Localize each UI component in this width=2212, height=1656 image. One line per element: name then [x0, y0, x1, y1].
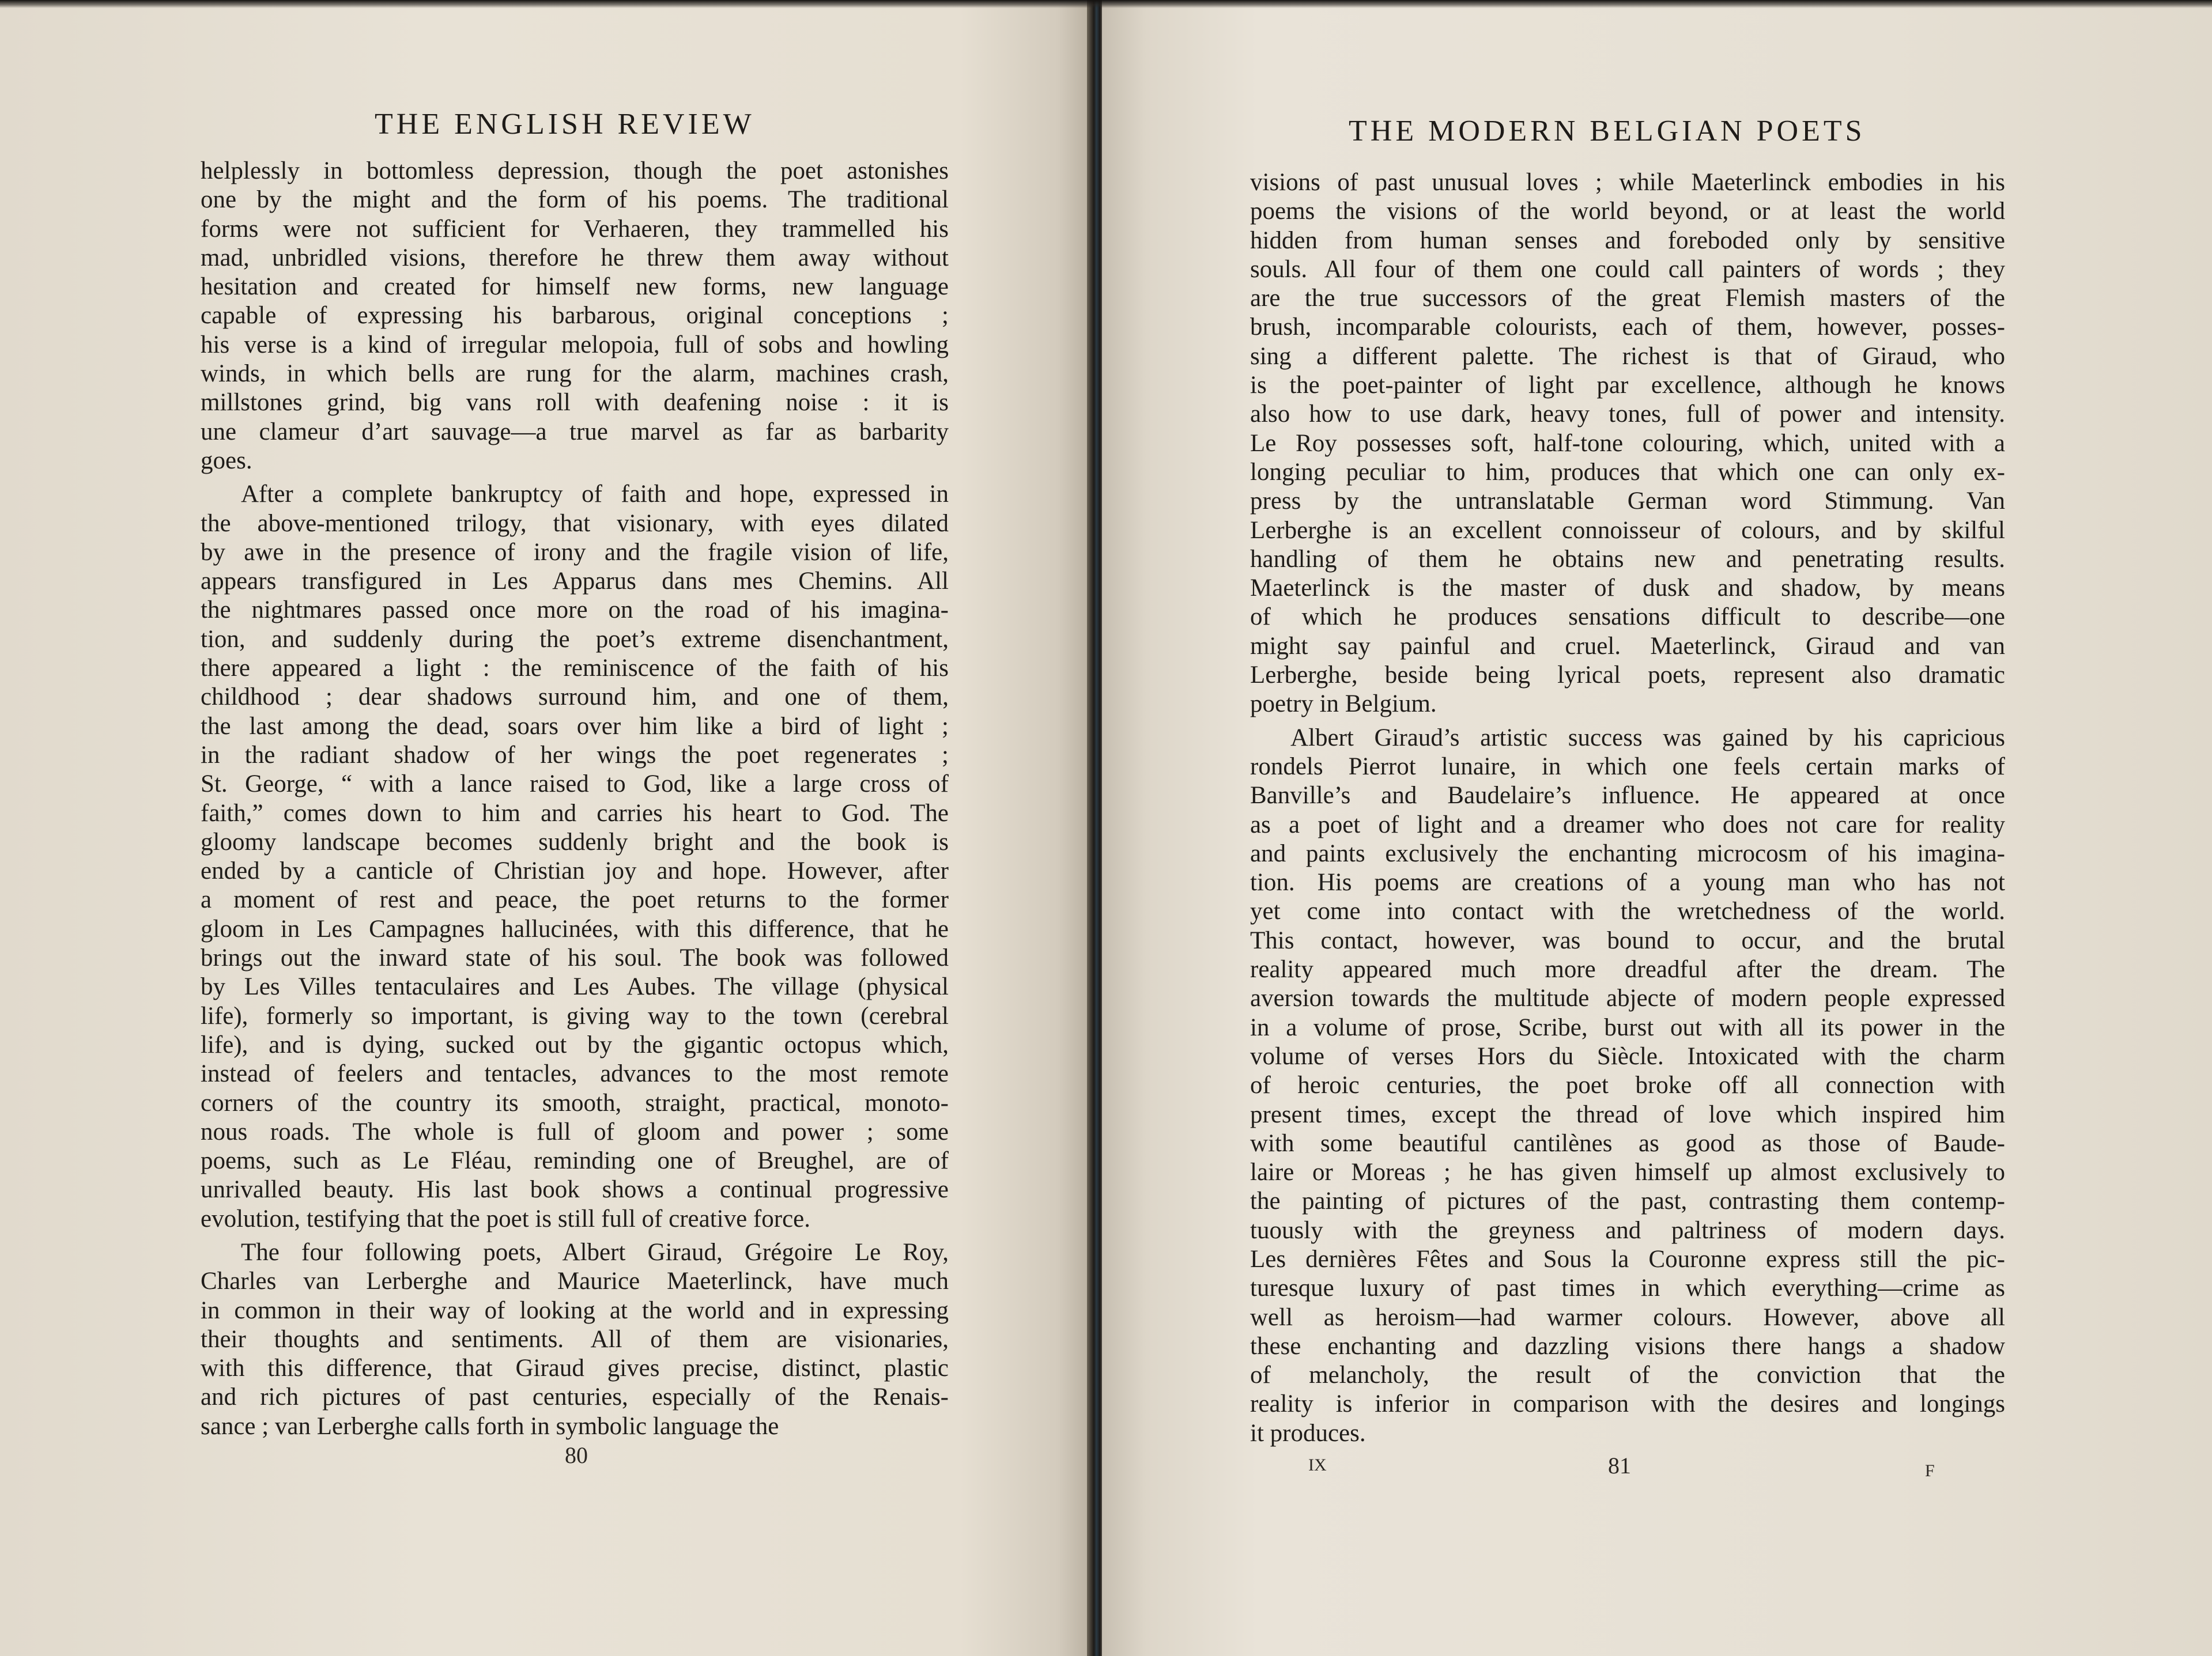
text-line: Les dernières Fêtes and Sous la Couronne express still the pic-: [1250, 1245, 2005, 1273]
text-line: poems, such as Le Fléau, reminding one of Breughel, are of: [201, 1147, 949, 1175]
text-line: mad, unbridled visions, therefore he threw them away without: [201, 244, 949, 271]
text-line: of heroic centuries, the poet broke off all connection with: [1250, 1072, 2005, 1099]
text-line: Maeterlinck is the master of dusk and shadow, by means: [1250, 574, 2005, 602]
running-head-left: THE ENGLISH REVIEW: [375, 108, 755, 141]
text-line: helplessly in bottomless depression, though the poet astonishes: [201, 157, 949, 184]
text-line: life), and is dying, sucked out by the gigantic octopus which,: [201, 1031, 949, 1058]
text-line: forms were not sufficient for Verhaeren, they trammelled his: [201, 215, 949, 243]
text-line: une clameur d’art sauvage—a true marvel as far as barbarity: [201, 418, 949, 445]
text-line: by awe in the presence of irony and the fragile vision of life,: [201, 538, 949, 566]
text-line: life), formerly so important, is giving way to the town (cerebral: [201, 1002, 949, 1030]
left-page: [0, 0, 1090, 1656]
text-line: also how to use dark, heavy tones, full of power and intensity.: [1250, 400, 2005, 428]
text-line: capable of expressing his barbarous, original conceptions ;: [201, 302, 949, 330]
text-line: rondels Pierrot lunaire, in which one feels certain marks of: [1250, 753, 2005, 780]
text-line: Lerberghe, beside being lyrical poets, represent also dramatic: [1250, 661, 2005, 689]
text-line: are the true successors of the great Flemish masters of the: [1250, 285, 2005, 312]
text-line: laire or Moreas ; he has given himself up almost exclusively to: [1250, 1159, 2005, 1186]
text-line: unrivalled beauty. His last book shows a continual progressive: [201, 1176, 949, 1204]
text-line: in a volume of prose, Scribe, burst out with all its power in the: [1250, 1014, 2005, 1041]
left-page-text: [201, 157, 949, 1441]
right-page: [1102, 0, 2212, 1656]
text-line: winds, in which bells are rung for the alarm, machines crash,: [201, 360, 949, 388]
text-line: poetry in Belgium.: [1250, 690, 1437, 718]
text-line: of which he produces sensations difficult to describe—one: [1250, 603, 2005, 631]
text-line: his verse is a kind of irregular melopoia, full of sobs and howling: [201, 331, 949, 358]
text-line: tion, and suddenly during the poet’s extreme disenchantment,: [201, 625, 949, 653]
text-line: gloomy landscape becomes suddenly bright and the book is: [201, 828, 949, 856]
text-line: aversion towards the multitude abjecte of modern people expressed: [1250, 985, 2005, 1012]
text-line: appears transfigured in Les Apparus dans mes Chemins. All: [201, 568, 949, 595]
text-line: souls. All four of them one could call painters of words ; they: [1250, 255, 2005, 283]
text-line: visions of past unusual loves ; while Maeterlinck embodies in his: [1250, 169, 2005, 196]
text-line: the above-mentioned trilogy, that visionary, with eyes dilated: [201, 509, 949, 537]
top-edge-shadow: [0, 0, 2212, 8]
text-line: After a complete bankruptcy of faith and hope, expressed in: [241, 481, 949, 508]
text-line: as a poet of light and a dreamer who does not care for reality: [1250, 811, 2005, 838]
text-line: sance ; van Lerberghe calls forth in symbolic language the: [201, 1412, 779, 1440]
text-line: the last among the dead, soars over him like a bird of light ;: [201, 712, 949, 740]
running-head-right: THE MODERN BELGIAN POETS: [1349, 115, 1866, 148]
text-line: well as heroism—had warmer colours. However, above all: [1250, 1303, 2005, 1331]
text-line: the painting of pictures of the past, contrasting them contemp-: [1250, 1188, 2005, 1215]
text-line: present times, except the thread of love which inspired him: [1250, 1101, 2005, 1128]
text-line: Le Roy possesses soft, half-tone colouring, which, united with a: [1250, 429, 2005, 457]
signature-mark-left: IX: [1308, 1455, 1327, 1474]
text-line: is the poet-painter of light par excellence, although he knows: [1250, 372, 2005, 399]
text-line: goes.: [201, 447, 252, 474]
text-line: hesitation and created for himself new forms, new language: [201, 273, 949, 301]
signature-mark-right: F: [1925, 1461, 1935, 1480]
text-line: these enchanting and dazzling visions there hangs a shadow: [1250, 1332, 2005, 1360]
text-line: there appeared a light : the reminiscence of the faith of his: [201, 655, 949, 682]
text-line: Albert Giraud’s artistic success was gained by his capricious: [1290, 724, 2005, 751]
text-line: in common in their way of looking at the world and in expressing: [201, 1296, 949, 1324]
text-line: reality appeared much more dreadful after the dream. The: [1250, 956, 2005, 984]
text-line: Banville’s and Baudelaire’s influence. He appeared at once: [1250, 782, 2005, 810]
text-line: corners of the country its smooth, straight, practical, monoto-: [201, 1089, 949, 1117]
text-line: ended by a canticle of Christian joy and hope. However, after: [201, 857, 949, 885]
text-line: longing peculiar to him, produces that which one can only ex-: [1250, 458, 2005, 486]
text-line: childhood ; dear shadows surround him, and one of them,: [201, 683, 949, 711]
text-line: by Les Villes tentaculaires and Les Aubes. The village (physical: [201, 973, 949, 1001]
text-line: Lerberghe is an excellent connoisseur of colours, and by skilful: [1250, 516, 2005, 544]
right-page-text: [1250, 168, 2005, 1448]
text-line: with some beautiful cantilènes as good as those of Baude-: [1250, 1129, 2005, 1157]
text-line: instead of feelers and tentacles, advances to the most remote: [201, 1060, 949, 1088]
text-line: in the radiant shadow of her wings the poet regenerates ;: [201, 741, 949, 769]
text-line: press by the untranslatable German word Stimmung. Van: [1250, 487, 2005, 515]
text-line: St. George, “ with a lance raised to God, like a large cross of: [201, 770, 949, 798]
text-line: Charles van Lerberghe and Maurice Maeterlinck, have much: [201, 1268, 949, 1295]
text-line: poems the visions of the world beyond, or at least the world: [1250, 198, 2005, 225]
text-line: might say painful and cruel. Maeterlinck, Giraud and van: [1250, 632, 2005, 660]
text-line: yet come into contact with the wretchedness of the world.: [1250, 898, 2005, 925]
page-number-right: 81: [1608, 1453, 1631, 1479]
text-line: tuously with the greyness and paltriness of modern days.: [1250, 1216, 2005, 1244]
text-line: brush, incomparable colourists, each of them, however, posses-: [1250, 313, 2005, 341]
text-line: reality is inferior in comparison with the desires and longings: [1250, 1390, 2005, 1418]
text-line: the nightmares passed once more on the road of his imagina-: [201, 596, 949, 624]
text-line: it produces.: [1250, 1419, 1366, 1447]
text-line: of melancholy, the result of the conviction that the: [1250, 1362, 2005, 1389]
text-line: handling of them he obtains new and penetrating results.: [1250, 545, 2005, 573]
text-line: a moment of rest and peace, the poet returns to the former: [201, 886, 949, 914]
text-line: with this difference, that Giraud gives precise, distinct, plastic: [201, 1355, 949, 1382]
page-number-left: 80: [565, 1442, 588, 1468]
text-line: faith,” comes down to him and carries his heart to God. The: [201, 799, 949, 827]
text-line: This contact, however, was bound to occur, and the brutal: [1250, 927, 2005, 954]
text-line: nous roads. The whole is full of gloom and power ; some: [201, 1118, 949, 1145]
text-line: gloom in Les Campagnes hallucinées, with this difference, that he: [201, 915, 949, 943]
text-line: evolution, testifying that the poet is still full of creative force.: [201, 1205, 810, 1232]
text-line: volume of verses Hors du Siècle. Intoxicated with the charm: [1250, 1042, 2005, 1070]
text-line: brings out the inward state of his soul. The book was followed: [201, 944, 949, 972]
text-line: one by the might and the form of his poems. The traditional: [201, 186, 949, 214]
text-line: sing a different palette. The richest is that of Giraud, who: [1250, 342, 2005, 370]
text-line: their thoughts and sentiments. All of them are visionaries,: [201, 1325, 949, 1353]
text-line: and rich pictures of past centuries, especially of the Renais-: [201, 1383, 949, 1411]
text-line: millstones grind, big vans roll with deafening noise : it is: [201, 389, 949, 417]
text-line: tion. His poems are creations of a young man who has not: [1250, 869, 2005, 897]
text-line: turesque luxury of past times in which everything—crime as: [1250, 1275, 2005, 1302]
text-line: and paints exclusively the enchanting microcosm of his imagina-: [1250, 840, 2005, 867]
text-line: hidden from human senses and foreboded only by sensitive: [1250, 226, 2005, 254]
text-line: The four following poets, Albert Giraud, Grégoire Le Roy,: [241, 1238, 949, 1266]
